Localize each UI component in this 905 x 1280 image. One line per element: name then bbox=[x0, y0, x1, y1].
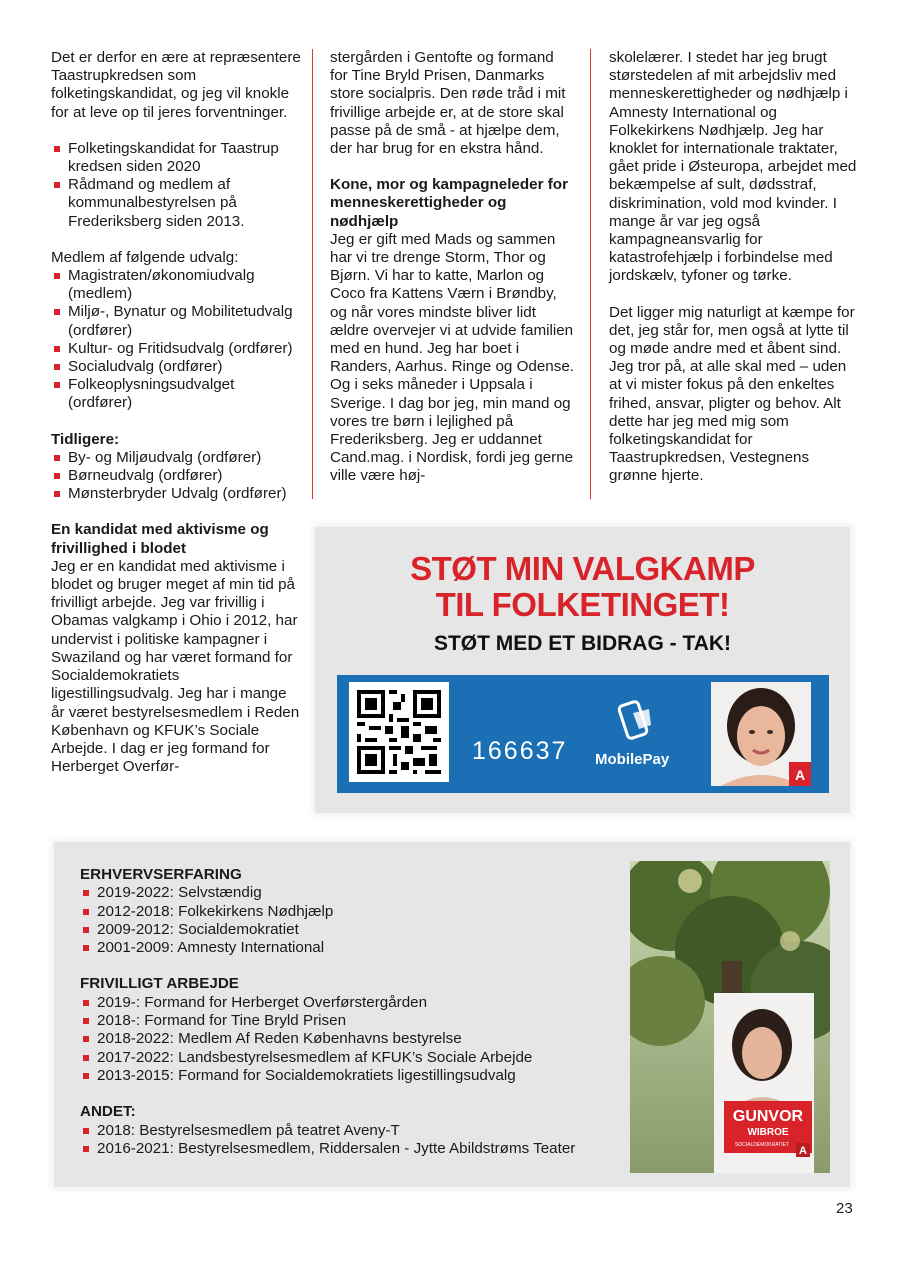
ad-title-line-2: TIL FOLKETINGET! bbox=[435, 586, 730, 623]
page-number: 23 bbox=[836, 1200, 853, 1217]
cv-text bbox=[80, 866, 625, 1158]
values-paragraph: Det ligger mig naturligt at kæmpe for det, jeg står for, men også at lytte til og møde andre med et åbent sind. Jeg tror på, at alle skal med – uden at vi mister fokus på den enkeltes frihed, ansvar, pligter og behov. Alt dette har jeg med mig som folketingskandidat for Taastrupkredsen, Vestegnens grønne hjerte. bbox=[609, 303, 855, 485]
list-item: 2019-: Formand for Herberget Overførstergården bbox=[80, 994, 625, 1012]
mobilepay-band bbox=[337, 675, 829, 793]
volunteer-list bbox=[80, 994, 625, 1085]
list-item: Folkeoplysningsudvalget (ordfører) bbox=[51, 376, 301, 412]
other-list bbox=[80, 1122, 625, 1159]
list-item: 2012-2018: Folkekirkens Nødhjælp bbox=[80, 903, 625, 921]
cv-section-heading: ERHVERVSERFARING bbox=[80, 866, 242, 883]
list-item: 2001-2009: Amnesty International bbox=[80, 939, 625, 957]
svg-text:A: A bbox=[794, 767, 806, 783]
ad-title-line-1: STØT MIN VALGKAMP bbox=[410, 550, 755, 587]
list-item: 2018-: Formand for Tine Bryld Prisen bbox=[80, 1012, 625, 1030]
svg-text:A: A bbox=[799, 1145, 807, 1157]
intro-paragraph: Det er derfor en ære at repræsentere Taastrupkredsen som folketingskandidat, og jeg vil knokle for at leve op til jeres forventninger. bbox=[51, 49, 301, 121]
candidate-portrait bbox=[711, 682, 811, 786]
column-divider bbox=[590, 49, 591, 499]
list-item: 2016-2021: Bestyrelsesmedlem, Riddersalen - Jytte Abildstrøms Teater bbox=[80, 1140, 625, 1158]
column-1 bbox=[51, 49, 301, 776]
list-item: By- og Miljøudvalg (ordfører) bbox=[51, 449, 301, 467]
list-item: Folketingskandidat for Taastrup kredsen siden 2020 bbox=[51, 140, 301, 176]
column-2 bbox=[330, 49, 575, 486]
poster-surname: WIBROE bbox=[747, 1127, 789, 1138]
mobilepay-phone-icon bbox=[617, 699, 657, 745]
list-item: Magistraten/økonomiudvalg (medlem) bbox=[51, 267, 301, 303]
activism-heading: En kandidat med aktivisme og frivillighed i blodet bbox=[51, 521, 269, 557]
list-item: 2009-2012: Socialdemokratiet bbox=[80, 921, 625, 939]
list-item: Kultur- og Fritidsudvalg (ordfører) bbox=[51, 340, 301, 358]
list-item: Mønsterbryder Udvalg (ordfører) bbox=[51, 485, 301, 503]
mobilepay-label: MobilePay bbox=[595, 751, 670, 768]
work-experience-list bbox=[80, 884, 625, 957]
cv-box bbox=[54, 842, 850, 1187]
list-item: 2019-2022: Selvstændig bbox=[80, 884, 625, 902]
list-item: 2018-2022: Medlem Af Reden Københavns bestyrelse bbox=[80, 1030, 625, 1048]
cv-section-heading: ANDET: bbox=[80, 1103, 136, 1121]
activism-paragraph: Jeg er en kandidat med aktivisme i blodet og bruger meget af min tid på frivilligt arbejde. Jeg var frivillig i Obamas valgkamp i Ohio i 2012, har undervist i politiske kampagner i Swaziland og har været formand for Socialdemokratiets ligestillingsudvalg. Jeg har i mange år været bestyrelsesmedlem i Reden København og KFUK’s Sociale Arbejde. I dag er jeg formand for Herberget Overfør- bbox=[51, 557, 300, 776]
family-paragraph: Jeg er gift med Mads og sammen har vi tre drenge Storm, Thor og Bjørn. Vi har to katte, Marlon og Coco fra Kattens Værn i Brøndby, og når vores mindste bliver lidt ældre overvejer vi at udvide familien med en hund. Jeg har boet i Randers, Aarhus. Ringe og Odense. Og i seks måneder i Uppsala i Sverige. I dag bor jeg, min mand og vores tre børn i lejlighed på Frederiksberg. Jeg er uddannet Cand.mag. i Nordisk, fordi jeg gerne ville være høj- bbox=[330, 230, 574, 485]
list-item: 2018: Bestyrelsesmedlem på teatret Aveny-T bbox=[80, 1122, 625, 1140]
continued-paragraph: stergården i Gentofte og formand for Tine Bryld Prisen, Danmarks store socialpris. Den røde tråd i mit frivillige arbejde er, at de store skal passe på de små - at hjælpe dem, der har brug for en ekstra hånd. bbox=[330, 49, 566, 158]
campaign-poster-photo bbox=[630, 861, 830, 1173]
family-heading: Kone, mor og kampagneleder for menneskerettigheder og nødhjælp bbox=[330, 176, 568, 230]
list-item: Miljø-, Bynatur og Mobilitetudvalg (ordfører) bbox=[51, 303, 301, 339]
mobilepay-number: 166637 bbox=[472, 737, 568, 765]
list-item: 2017-2022: Landsbestyrelsesmedlem af KFUK’s Sociale Arbejde bbox=[80, 1049, 625, 1067]
committees-heading: Medlem af følgende udvalg: bbox=[51, 248, 239, 266]
donation-ad bbox=[315, 527, 850, 813]
poster-party: SOCIALDEMOKRATIET bbox=[734, 1142, 790, 1148]
list-item: Rådmand og medlem af kommunalbestyrelsen på Frederiksberg siden 2013. bbox=[51, 176, 301, 231]
list-item: 2013-2015: Formand for Socialdemokratiets ligestillingsudvalg bbox=[80, 1067, 625, 1085]
previous-heading: Tidligere: bbox=[51, 430, 120, 448]
committees-list bbox=[51, 267, 301, 413]
previous-list bbox=[51, 449, 301, 504]
career-paragraph: skolelærer. I stedet har jeg brugt størstedelen af mit arbejdsliv med menneskerettigheder og nødhjælp i Amnesty International og Folkekirkens Nødhjælp. Jeg har knoklet for internationale traktater, gået pride i Østeuropa, arbejdet med bekæmpelse af sult, dødsstraf, diskrimination, vold mod kvinder. I mange år var jeg også kampagneansvarlig for katastrofehjælp i forbindelse med jordskælv, tyfoner og tørke. bbox=[609, 49, 857, 285]
cv-section-heading: FRIVILLIGT ARBEJDE bbox=[80, 975, 239, 993]
poster-name: GUNVOR bbox=[732, 1108, 804, 1125]
list-item: Børneudvalg (ordfører) bbox=[51, 467, 301, 485]
qr-code-icon[interactable] bbox=[349, 682, 449, 782]
list-item: Socialudvalg (ordfører) bbox=[51, 358, 301, 376]
ad-subtitle: STØT MED ET BIDRAG - TAK! bbox=[433, 632, 732, 655]
column-3 bbox=[609, 49, 859, 486]
column-divider bbox=[312, 49, 313, 499]
roles-list bbox=[51, 140, 301, 231]
